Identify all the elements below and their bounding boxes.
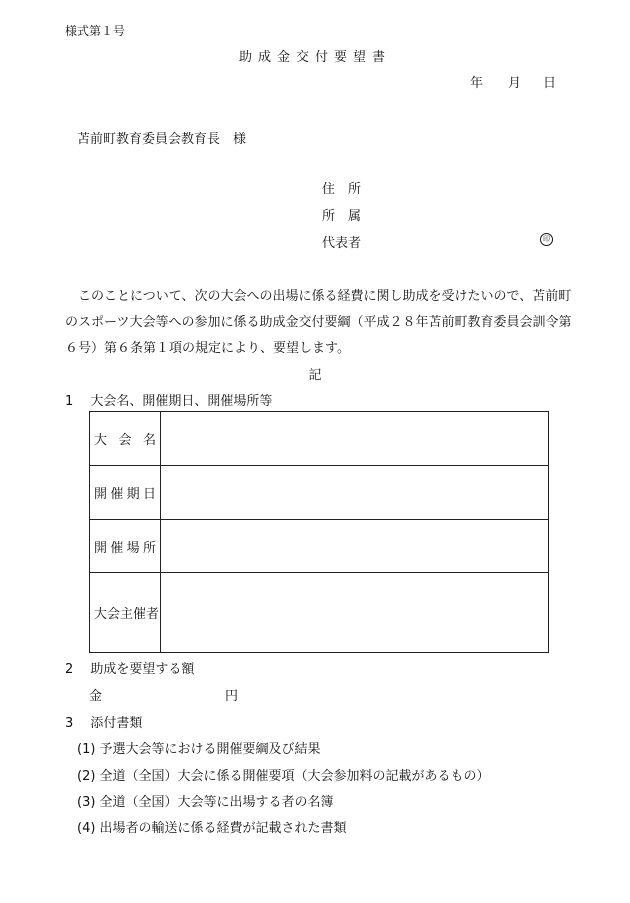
- event-date-label: 開 催 期 日: [90, 466, 161, 520]
- attachment-item-4: (4) 出場者の輸送に係る経費が記載された書類: [77, 821, 347, 836]
- form-number: 様式第１号: [65, 24, 126, 38]
- addressee: 苫前町教育委員会教育長 様: [77, 132, 247, 147]
- date-day-label: 日: [543, 76, 557, 91]
- attachment-item-2: (2) 全道（全国）大会に係る開催要項（大会参加料の記載があるもの）: [77, 769, 490, 784]
- sender-representative-label: 代表者: [322, 236, 362, 251]
- attachment-item-3: (3) 全道（全国）大会等に出場する者の名簿: [77, 795, 334, 810]
- event-name-cell[interactable]: [161, 412, 549, 466]
- event-name-label: 大 会 名: [90, 412, 161, 466]
- date-month-label: 月: [508, 76, 522, 91]
- seal-mark: 印: [540, 233, 553, 246]
- amount-yen-label: 円: [225, 689, 239, 704]
- sender-address-label: 住 所: [322, 182, 362, 197]
- request-body-text: このことについて、次の大会への出場に係る経費に関し助成を受けたいので、苫前町のスポーツ大会等への参加に係る助成金交付要綱（平成２８年苫前町教育委員会訓令第６号）第６条第１項の規定により、要望します。: [65, 289, 572, 356]
- event-date-cell[interactable]: [161, 466, 549, 520]
- section1-heading: 1 大会名、開催期日、開催場所等: [65, 394, 273, 409]
- event-info-table: [89, 411, 549, 653]
- ki-heading: 記: [308, 368, 322, 383]
- event-venue-label: 開 催 場 所: [90, 520, 161, 573]
- amount-kin-label: 金: [89, 689, 103, 704]
- document-title: 助成金交付要望書: [238, 50, 391, 65]
- date-year-label: 年: [470, 76, 484, 91]
- attachment-item-1: (1) 予選大会等における開催要綱及び結果: [77, 742, 321, 757]
- section2-heading: 2 助成を要望する額: [65, 662, 195, 677]
- event-organizer-cell[interactable]: [161, 573, 549, 653]
- section3-heading: 3 添付書類: [65, 716, 143, 731]
- sender-affiliation-label: 所 属: [322, 209, 362, 224]
- event-organizer-label: 大会主催者: [90, 573, 161, 653]
- event-venue-cell[interactable]: [161, 520, 549, 573]
